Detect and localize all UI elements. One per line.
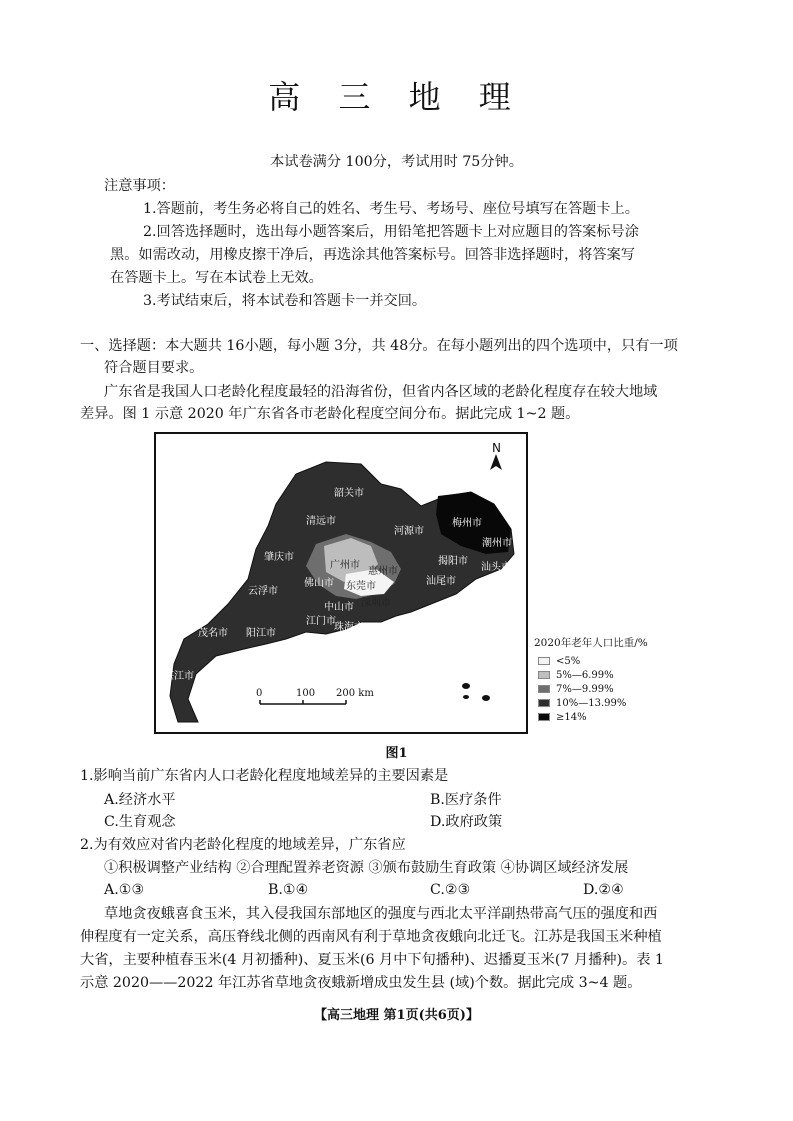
city-label: 佛山市 bbox=[304, 578, 334, 589]
figure-caption: 图1 bbox=[385, 746, 408, 761]
island bbox=[482, 695, 490, 701]
legend-item: 10%—13.99% bbox=[534, 696, 694, 710]
legend-swatch bbox=[538, 713, 550, 721]
island bbox=[462, 683, 470, 689]
city-label: 广州市 bbox=[330, 560, 360, 571]
q1-option-c: C.生育观念 bbox=[104, 814, 176, 830]
city-label: 汕头市 bbox=[481, 562, 511, 573]
question-1-stem: 1.影响当前广东省内人口老龄化程度地域差异的主要因素是 bbox=[80, 768, 449, 784]
city-label: 东莞市 bbox=[346, 581, 376, 592]
city-label: 清远市 bbox=[306, 516, 336, 527]
q2-option-d: D.②④ bbox=[583, 882, 624, 898]
notice-item-2: 2.回答选择题时，选出每小题答案后，用铅笔把答题卡上对应题目的答案标号涂 bbox=[143, 224, 639, 240]
notice-item-2-cont: 黑。如需改动，用橡皮擦干净后，再选涂其他答案标号。回答非选择题时，将答案写 bbox=[110, 247, 635, 263]
q2-option-c: C.②③ bbox=[430, 882, 471, 898]
city-label: 中山市 bbox=[324, 602, 354, 613]
city-label: 茂名市 bbox=[198, 628, 228, 639]
passage-2-cont: 大省，主要种植春玉米(4 月初播种)、夏玉米(6 月中下旬播种)、迟播夏玉米(7 月播种)。表 1 bbox=[80, 952, 664, 968]
q1-option-d: D.政府政策 bbox=[430, 814, 503, 830]
scale-label-0: 0 bbox=[256, 688, 263, 699]
q2-option-b: B.①④ bbox=[268, 882, 309, 898]
map-graphic bbox=[156, 434, 526, 732]
passage-1-cont: 差异。图 1 示意 2020 年广东省各市老龄化程度空间分布。据此完成 1~2 题。 bbox=[80, 406, 580, 422]
legend-item: 7%—9.99% bbox=[534, 682, 694, 696]
map-legend bbox=[534, 636, 694, 724]
notice-item-3: 3.考试结束后，将本试卷和答题卡一并交回。 bbox=[143, 293, 427, 309]
city-label: 阳江市 bbox=[246, 628, 276, 639]
q2-option-a: A.①③ bbox=[104, 882, 145, 898]
city-label: 梅州市 bbox=[452, 518, 482, 529]
guangdong-map bbox=[154, 432, 528, 734]
q1-option-b: B.医疗条件 bbox=[430, 792, 502, 808]
city-label: 珠海市 bbox=[334, 622, 364, 633]
city-label: 揭阳市 bbox=[438, 556, 468, 567]
legend-item: 5%—6.99% bbox=[534, 668, 694, 682]
legend-title: 2020年老年人口比重/% bbox=[534, 637, 648, 649]
page-footer: 【高三地理 第1页(共6页)】 bbox=[314, 1008, 479, 1023]
passage-2-cont: 示意 2020——2022 年江苏省草地贪夜蛾新增成虫发生县 (域)个数。据此完成 3~4 题。 bbox=[80, 975, 642, 991]
city-label: 云浮市 bbox=[248, 586, 278, 597]
city-label: 肇庆市 bbox=[264, 552, 294, 563]
section-heading: 一、选择题：本大题共 16小题，每小题 3分，共 48分。在每小题列出的四个选项中，只有一项 bbox=[80, 338, 678, 354]
city-label: 河源市 bbox=[394, 526, 424, 537]
q2-statements: ①积极调整产业结构 ②合理配置养老资源 ③颁布鼓励生育政策 ④协调区域经济发展 bbox=[104, 860, 629, 876]
question-2-stem: 2.为有效应对省内老龄化程度的地域差异，广东省应 bbox=[80, 837, 406, 853]
scale-label-100: 100 bbox=[296, 688, 316, 699]
passage-2-cont: 伸程度有一定关系，高压脊线北侧的西南风有利于草地贪夜蛾向北迁飞。江苏是我国玉米种植 bbox=[80, 929, 662, 945]
legend-item: ≥14% bbox=[534, 710, 694, 724]
notice-item-2-cont: 在答题卡上。写在本试卷上无效。 bbox=[110, 270, 323, 286]
city-label: 江门市 bbox=[306, 616, 336, 627]
passage-2: 草地贪夜蛾喜食玉米，其入侵我国东部地区的强度与西北太平洋副热带高气压的强度和西 bbox=[104, 906, 658, 922]
city-label: 惠州市 bbox=[368, 566, 398, 577]
scale-label-200: 200 km bbox=[336, 688, 374, 699]
city-label: 韶关市 bbox=[334, 488, 364, 499]
exam-info: 本试卷满分 100分，考试用时 75分钟。 bbox=[270, 154, 523, 170]
passage-1: 广东省是我国人口老龄化程度最轻的沿海省份，但省内各区域的老龄化程度存在较大地域 bbox=[104, 384, 658, 400]
legend-swatch bbox=[538, 699, 550, 707]
city-label: 湛江市 bbox=[164, 671, 194, 682]
notice-item-1: 1.答题前，考生务必将自己的姓名、考生号、考场号、座位号填写在答题卡上。 bbox=[143, 201, 639, 217]
legend-swatch bbox=[538, 685, 550, 693]
q1-option-a: A.经济水平 bbox=[104, 792, 176, 808]
city-label: 汕尾市 bbox=[426, 576, 456, 587]
notice-heading: 注意事项： bbox=[104, 178, 175, 194]
city-label: 潮州市 bbox=[482, 538, 512, 549]
page-title: 高 三 地 理 bbox=[268, 78, 525, 116]
legend-item: <5% bbox=[534, 654, 694, 668]
north-label: N bbox=[492, 441, 501, 455]
island bbox=[463, 695, 469, 699]
legend-swatch bbox=[538, 671, 550, 679]
section-heading-cont: 符合题目要求。 bbox=[104, 360, 204, 376]
city-label: 深圳市 bbox=[361, 598, 391, 609]
legend-swatch bbox=[538, 657, 550, 665]
north-arrow-icon bbox=[490, 454, 502, 470]
